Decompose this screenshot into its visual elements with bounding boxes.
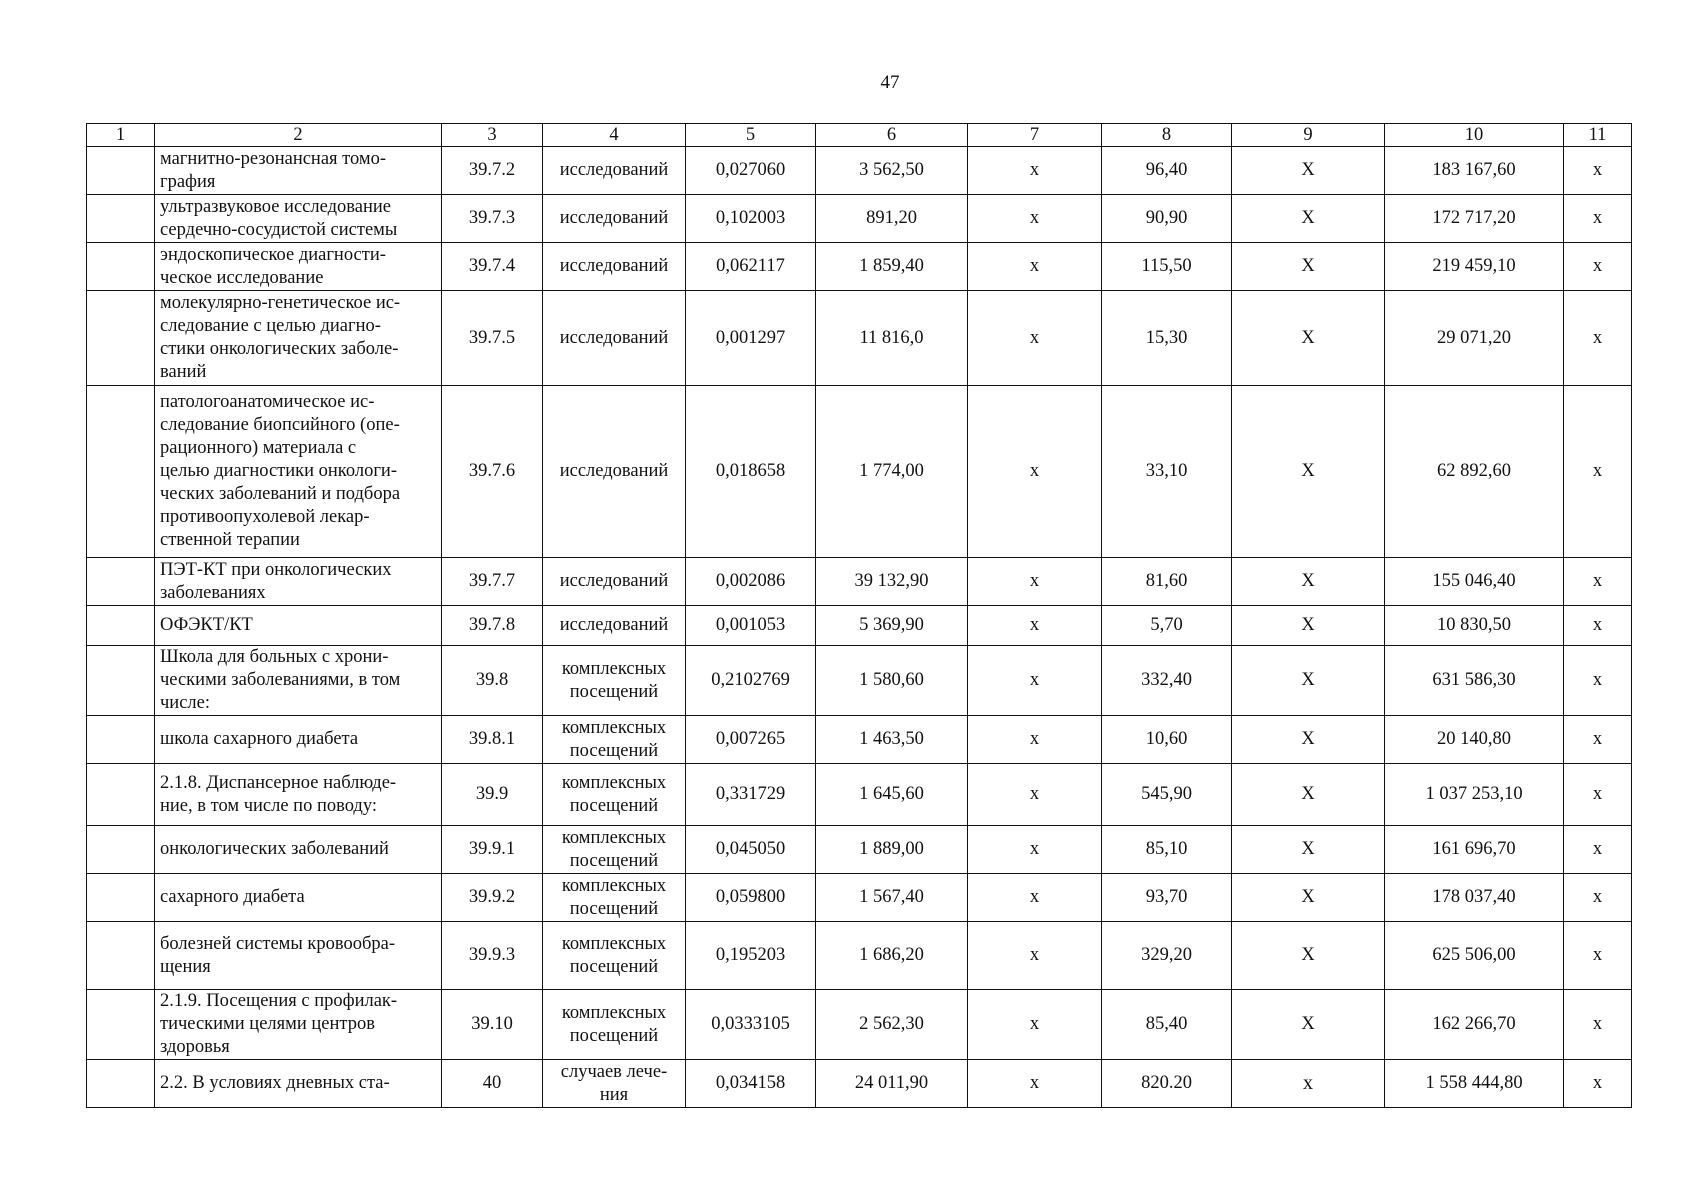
cell-c3: 39.7.6 [442, 386, 543, 558]
cell-c5: 0,059800 [686, 874, 816, 922]
table-row [87, 646, 1632, 716]
cell-c3: 39.7.4 [442, 243, 543, 291]
cell-c7: х [968, 558, 1102, 606]
cell-c2: патологоанатомическое ис- следование биопсийного (опе- рационного) материала с целью диагностики онкологи- ческих заболеваний и подбора противоопухолевой лекар- ственной терапии [155, 386, 442, 558]
header-cell: 4 [543, 124, 686, 147]
col-1-cell [87, 195, 155, 243]
cell-c7: х [968, 291, 1102, 386]
cell-c4: исследований [543, 147, 686, 195]
cell-c8: 332,40 [1102, 646, 1232, 716]
cell-c9: Х [1232, 558, 1385, 606]
cell-c5: 0,062117 [686, 243, 816, 291]
cell-c3: 39.7.2 [442, 147, 543, 195]
cell-c9: Х [1232, 874, 1385, 922]
cell-c8: 15,30 [1102, 291, 1232, 386]
cell-c11: х [1564, 874, 1632, 922]
cell-c7: х [968, 716, 1102, 764]
cell-c2: Школа для больных с хрони- ческими заболеваниями, в том числе: [155, 646, 442, 716]
col-1-cell [87, 874, 155, 922]
cell-c6: 1 580,60 [816, 646, 968, 716]
table-row [87, 291, 1632, 386]
cell-c6: 24 011,90 [816, 1060, 968, 1108]
col-1-cell [87, 990, 155, 1060]
header-cell: 6 [816, 124, 968, 147]
header-cell: 8 [1102, 124, 1232, 147]
cell-c2: молекулярно-генетическое ис- следование с целью диагно- стики онкологических заболе- ваний [155, 291, 442, 386]
cell-c7: х [968, 195, 1102, 243]
cell-c5: 0,034158 [686, 1060, 816, 1108]
cell-c7: х [968, 147, 1102, 195]
cell-c6: 1 774,00 [816, 386, 968, 558]
col-1-cell [87, 764, 155, 826]
cell-c11: х [1564, 990, 1632, 1060]
cell-c2: онкологических заболеваний [155, 826, 442, 874]
cell-c10: 62 892,60 [1385, 386, 1564, 558]
cell-c4: исследований [543, 291, 686, 386]
cell-c9: Х [1232, 922, 1385, 990]
cell-c4: комплексных посещений [543, 764, 686, 826]
cell-c4: исследований [543, 386, 686, 558]
cell-c9: Х [1232, 147, 1385, 195]
col-1-cell [87, 558, 155, 606]
cell-c2: сахарного диабета [155, 874, 442, 922]
cell-c3: 39.10 [442, 990, 543, 1060]
cell-c11: х [1564, 716, 1632, 764]
cell-c10: 183 167,60 [1385, 147, 1564, 195]
header-cell: 11 [1564, 124, 1632, 147]
cell-c7: х [968, 922, 1102, 990]
cell-c9: Х [1232, 386, 1385, 558]
header-row [87, 124, 1632, 147]
cell-c4: комплексных посещений [543, 990, 686, 1060]
cell-c5: 0,002086 [686, 558, 816, 606]
cell-c4: комплексных посещений [543, 716, 686, 764]
cell-c10: 1 037 253,10 [1385, 764, 1564, 826]
cell-c3: 40 [442, 1060, 543, 1108]
table-row [87, 990, 1632, 1060]
cell-c8: 329,20 [1102, 922, 1232, 990]
cell-c6: 1 567,40 [816, 874, 968, 922]
col-1-cell [87, 646, 155, 716]
cell-c8: 85,40 [1102, 990, 1232, 1060]
cell-c5: 0,001053 [686, 606, 816, 646]
col-1-cell [87, 606, 155, 646]
table-row [87, 826, 1632, 874]
cell-c11: х [1564, 386, 1632, 558]
cell-c3: 39.7.5 [442, 291, 543, 386]
cell-c8: 10,60 [1102, 716, 1232, 764]
cell-c6: 39 132,90 [816, 558, 968, 606]
data-table [86, 123, 1632, 1108]
cell-c2: ОФЭКТ/КТ [155, 606, 442, 646]
cell-c3: 39.9 [442, 764, 543, 826]
cell-c11: х [1564, 558, 1632, 606]
cell-c5: 0,2102769 [686, 646, 816, 716]
cell-c9: Х [1232, 764, 1385, 826]
page-number: 47 [880, 72, 900, 93]
cell-c10: 219 459,10 [1385, 243, 1564, 291]
cell-c2: магнитно-резонансная томо- графия [155, 147, 442, 195]
table-row [87, 716, 1632, 764]
col-1-cell [87, 147, 155, 195]
cell-c8: 545,90 [1102, 764, 1232, 826]
cell-c4: случаев лече- ния [543, 1060, 686, 1108]
cell-c7: х [968, 606, 1102, 646]
cell-c7: х [968, 243, 1102, 291]
cell-c2: ультразвуковое исследование сердечно-сосудистой системы [155, 195, 442, 243]
cell-c9: Х [1232, 606, 1385, 646]
table-row [87, 243, 1632, 291]
cell-c6: 11 816,0 [816, 291, 968, 386]
col-1-cell [87, 826, 155, 874]
cell-c3: 39.7.8 [442, 606, 543, 646]
cell-c3: 39.7.7 [442, 558, 543, 606]
cell-c2: 2.2. В условиях дневных ста- [155, 1060, 442, 1108]
header-cell: 2 [155, 124, 442, 147]
table-row [87, 922, 1632, 990]
cell-c2: 2.1.8. Диспансерное наблюде- ние, в том числе по поводу: [155, 764, 442, 826]
cell-c6: 3 562,50 [816, 147, 968, 195]
cell-c4: исследований [543, 606, 686, 646]
cell-c5: 0,027060 [686, 147, 816, 195]
table-row [87, 764, 1632, 826]
header-cell: 10 [1385, 124, 1564, 147]
cell-c9: Х [1232, 646, 1385, 716]
col-1-cell [87, 1060, 155, 1108]
cell-c11: х [1564, 606, 1632, 646]
cell-c3: 39.9.3 [442, 922, 543, 990]
cell-c11: х [1564, 195, 1632, 243]
cell-c10: 1 558 444,80 [1385, 1060, 1564, 1108]
cell-c7: х [968, 646, 1102, 716]
cell-c6: 891,20 [816, 195, 968, 243]
cell-c4: исследований [543, 558, 686, 606]
table-row [87, 558, 1632, 606]
cell-c9: Х [1232, 291, 1385, 386]
cell-c8: 820.20 [1102, 1060, 1232, 1108]
cell-c4: комплексных посещений [543, 874, 686, 922]
cell-c6: 1 889,00 [816, 826, 968, 874]
header-cell: 7 [968, 124, 1102, 147]
cell-c7: х [968, 1060, 1102, 1108]
cell-c6: 1 686,20 [816, 922, 968, 990]
cell-c3: 39.8 [442, 646, 543, 716]
cell-c10: 178 037,40 [1385, 874, 1564, 922]
header-cell: 9 [1232, 124, 1385, 147]
col-1-cell [87, 386, 155, 558]
cell-c2: школа сахарного диабета [155, 716, 442, 764]
cell-c8: 90,90 [1102, 195, 1232, 243]
cell-c7: х [968, 386, 1102, 558]
cell-c8: 5,70 [1102, 606, 1232, 646]
cell-c11: х [1564, 826, 1632, 874]
table-row [87, 1060, 1632, 1108]
cell-c5: 0,195203 [686, 922, 816, 990]
col-1-cell [87, 243, 155, 291]
cell-c11: х [1564, 1060, 1632, 1108]
cell-c6: 1 463,50 [816, 716, 968, 764]
table-body [87, 124, 1632, 1108]
cell-c11: х [1564, 764, 1632, 826]
cell-c2: болезней системы кровообра- щения [155, 922, 442, 990]
cell-c2: 2.1.9. Посещения с профилак- тическими целями центров здоровья [155, 990, 442, 1060]
cell-c5: 0,0333105 [686, 990, 816, 1060]
cell-c5: 0,331729 [686, 764, 816, 826]
table-row [87, 147, 1632, 195]
cell-c8: 85,10 [1102, 826, 1232, 874]
header-cell: 5 [686, 124, 816, 147]
cell-c6: 5 369,90 [816, 606, 968, 646]
header-cell: 1 [87, 124, 155, 147]
cell-c11: х [1564, 646, 1632, 716]
cell-c8: 33,10 [1102, 386, 1232, 558]
cell-c3: 39.7.3 [442, 195, 543, 243]
col-1-cell [87, 291, 155, 386]
table-row [87, 606, 1632, 646]
cell-c4: комплексных посещений [543, 922, 686, 990]
cell-c4: исследований [543, 243, 686, 291]
cell-c2: ПЭТ-КТ при онкологических заболеваниях [155, 558, 442, 606]
cell-c4: комплексных посещений [543, 646, 686, 716]
table-row [87, 874, 1632, 922]
cell-c3: 39.9.1 [442, 826, 543, 874]
table-row [87, 386, 1632, 558]
cell-c10: 631 586,30 [1385, 646, 1564, 716]
cell-c8: 96,40 [1102, 147, 1232, 195]
cell-c5: 0,007265 [686, 716, 816, 764]
cell-c4: комплексных посещений [543, 826, 686, 874]
cell-c10: 161 696,70 [1385, 826, 1564, 874]
cell-c10: 162 266,70 [1385, 990, 1564, 1060]
cell-c6: 1 859,40 [816, 243, 968, 291]
cell-c10: 29 071,20 [1385, 291, 1564, 386]
cell-c11: х [1564, 291, 1632, 386]
cell-c9: х [1232, 1060, 1385, 1108]
col-1-cell [87, 922, 155, 990]
cell-c5: 0,001297 [686, 291, 816, 386]
cell-c9: Х [1232, 195, 1385, 243]
cell-c7: х [968, 990, 1102, 1060]
cell-c10: 10 830,50 [1385, 606, 1564, 646]
table-row [87, 195, 1632, 243]
cell-c6: 1 645,60 [816, 764, 968, 826]
cell-c3: 39.9.2 [442, 874, 543, 922]
cell-c8: 115,50 [1102, 243, 1232, 291]
cell-c10: 155 046,40 [1385, 558, 1564, 606]
cell-c8: 81,60 [1102, 558, 1232, 606]
cell-c7: х [968, 764, 1102, 826]
cell-c9: Х [1232, 716, 1385, 764]
col-1-cell [87, 716, 155, 764]
cell-c5: 0,018658 [686, 386, 816, 558]
cell-c2: эндоскопическое диагности- ческое исследование [155, 243, 442, 291]
cell-c8: 93,70 [1102, 874, 1232, 922]
cell-c3: 39.8.1 [442, 716, 543, 764]
cell-c11: х [1564, 243, 1632, 291]
cell-c6: 2 562,30 [816, 990, 968, 1060]
cell-c11: х [1564, 147, 1632, 195]
cell-c9: Х [1232, 243, 1385, 291]
cell-c7: х [968, 874, 1102, 922]
cell-c10: 625 506,00 [1385, 922, 1564, 990]
cell-c5: 0,102003 [686, 195, 816, 243]
cell-c4: исследований [543, 195, 686, 243]
cell-c7: х [968, 826, 1102, 874]
cell-c11: х [1564, 922, 1632, 990]
header-cell: 3 [442, 124, 543, 147]
cell-c5: 0,045050 [686, 826, 816, 874]
cell-c9: Х [1232, 826, 1385, 874]
cell-c10: 172 717,20 [1385, 195, 1564, 243]
cell-c9: Х [1232, 990, 1385, 1060]
cell-c10: 20 140,80 [1385, 716, 1564, 764]
